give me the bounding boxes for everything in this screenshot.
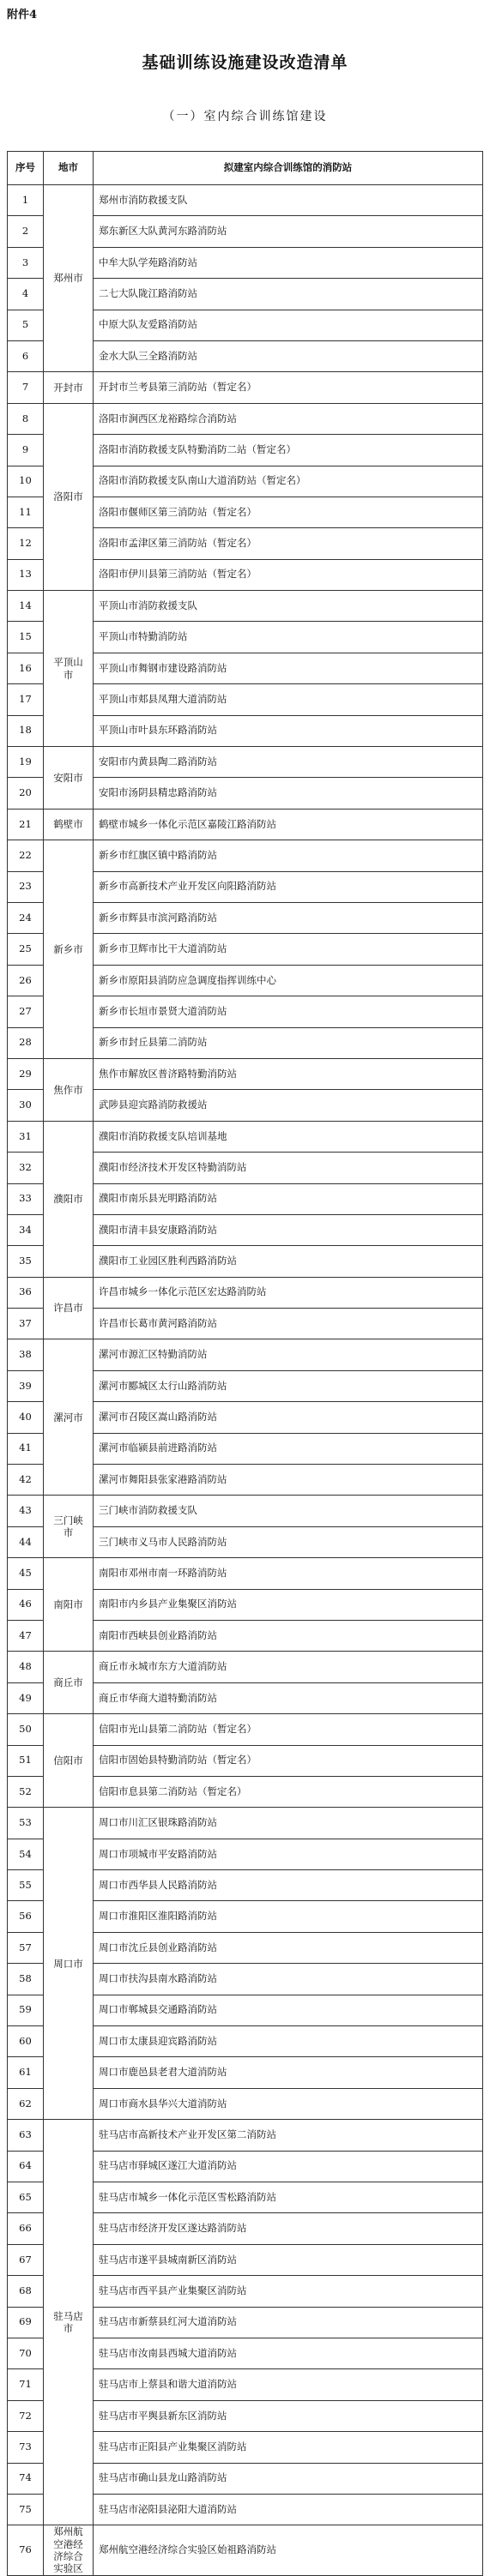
row-number: 13 [8, 559, 44, 590]
row-number: 30 [8, 1090, 44, 1121]
station-name: 漯河市临颍县前进路消防站 [94, 1433, 483, 1464]
table-row [8, 403, 483, 434]
table-row [8, 1277, 483, 1308]
row-number: 49 [8, 1682, 44, 1713]
row-number: 64 [8, 2151, 44, 2182]
station-name: 金水大队三全路消防站 [94, 340, 483, 371]
row-number: 52 [8, 1776, 44, 1807]
station-name: 驻马店市正阳县产业集聚区消防站 [94, 2432, 483, 2463]
station-name: 驻马店市平舆县新东区消防站 [94, 2400, 483, 2431]
station-name: 新乡市卫辉市比干大道消防站 [94, 934, 483, 965]
station-name: 驻马店市新蔡县红河大道消防站 [94, 2307, 483, 2338]
row-number: 23 [8, 871, 44, 902]
station-name: 平顶山市消防救援支队 [94, 591, 483, 622]
station-name: 武陟县迎宾路消防救援站 [94, 1090, 483, 1121]
row-number: 48 [8, 1652, 44, 1682]
row-number: 76 [8, 2525, 44, 2576]
station-name: 驻马店市城乡一体化示范区雪松路消防站 [94, 2182, 483, 2213]
row-number: 61 [8, 2057, 44, 2088]
attachment-label: 附件4 [7, 9, 38, 21]
table-row [8, 2525, 483, 2576]
row-number: 40 [8, 1402, 44, 1433]
row-number: 54 [8, 1839, 44, 1869]
station-name: 濮阳市消防救援支队培训基地 [94, 1121, 483, 1152]
row-number: 56 [8, 1901, 44, 1932]
row-number: 8 [8, 403, 44, 434]
station-name: 许昌市长葛市黄河路消防站 [94, 1309, 483, 1339]
row-number: 9 [8, 435, 44, 466]
city-cell: 濮阳市 [44, 1121, 94, 1277]
station-name: 洛阳市偃师区第三消防站（暂定名） [94, 497, 483, 527]
station-name: 新乡市长垣市景贤大道消防站 [94, 996, 483, 1027]
row-number: 35 [8, 1246, 44, 1277]
table-row [8, 747, 483, 778]
row-number: 38 [8, 1339, 44, 1370]
row-number: 75 [8, 2494, 44, 2525]
row-number: 66 [8, 2213, 44, 2244]
station-name: 周口市沈丘县创业路消防站 [94, 1932, 483, 1963]
table-row [8, 809, 483, 840]
station-name: 漯河市舞阳县张家港路消防站 [94, 1465, 483, 1496]
row-number: 41 [8, 1433, 44, 1464]
row-number: 70 [8, 2338, 44, 2368]
row-number: 71 [8, 2369, 44, 2400]
row-number: 53 [8, 1808, 44, 1839]
table-row [8, 1496, 483, 1526]
station-name: 商丘市华商大道特勤消防站 [94, 1682, 483, 1713]
city-cell: 平顶山市 [44, 591, 94, 747]
header-number: 序号 [8, 152, 44, 185]
table-row [8, 1808, 483, 1839]
station-name: 郑州市消防救援支队 [94, 185, 483, 216]
station-name: 三门峡市消防救援支队 [94, 1496, 483, 1526]
station-name: 鹤壁市城乡一体化示范区嘉陵江路消防站 [94, 809, 483, 840]
station-name: 周口市鹿邑县老君大道消防站 [94, 2057, 483, 2088]
row-number: 29 [8, 1058, 44, 1089]
city-cell: 郑州市 [44, 185, 94, 372]
station-name: 新乡市原阳县消防应急调度指挥训练中心 [94, 965, 483, 996]
table-row [8, 1652, 483, 1682]
row-number: 33 [8, 1183, 44, 1214]
table-row [8, 185, 483, 216]
station-name: 周口市郸城县交通路消防站 [94, 1995, 483, 2025]
row-number: 74 [8, 2463, 44, 2494]
city-cell: 驻马店市 [44, 2120, 94, 2525]
row-number: 51 [8, 1745, 44, 1776]
city-cell: 郑州航空港经济综合实验区 [44, 2525, 94, 2576]
row-number: 69 [8, 2307, 44, 2338]
station-name: 周口市西华县人民路消防站 [94, 1870, 483, 1901]
station-name: 驻马店市西平县产业集聚区消防站 [94, 2276, 483, 2307]
city-cell: 鹤壁市 [44, 809, 94, 840]
station-name: 驻马店市泌阳县泌阳大道消防站 [94, 2494, 483, 2525]
row-number: 34 [8, 1214, 44, 1245]
row-number: 21 [8, 809, 44, 840]
page-title: 基础训练设施建设改造清单 [142, 53, 348, 72]
station-name: 洛阳市伊川县第三消防站（暂定名） [94, 559, 483, 590]
row-number: 36 [8, 1277, 44, 1308]
row-number: 37 [8, 1309, 44, 1339]
row-number: 42 [8, 1465, 44, 1496]
station-name: 周口市项城市平安路消防站 [94, 1839, 483, 1869]
station-name: 焦作市解放区普济路特勤消防站 [94, 1058, 483, 1089]
station-name: 驻马店市确山县龙山路消防站 [94, 2463, 483, 2494]
station-name: 驻马店市遂平县城南新区消防站 [94, 2244, 483, 2275]
row-number: 24 [8, 902, 44, 933]
table-row [8, 1339, 483, 1370]
row-number: 57 [8, 1932, 44, 1963]
city-cell: 三门峡市 [44, 1496, 94, 1558]
row-number: 72 [8, 2400, 44, 2431]
table-row [8, 591, 483, 622]
station-name: 平顶山市叶县东环路消防站 [94, 715, 483, 746]
station-name: 新乡市辉县市滨河路消防站 [94, 902, 483, 933]
row-number: 67 [8, 2244, 44, 2275]
station-name: 信阳市固始县特勤消防站（暂定名） [94, 1745, 483, 1776]
row-number: 11 [8, 497, 44, 527]
row-number: 17 [8, 684, 44, 715]
station-name: 商丘市永城市东方大道消防站 [94, 1652, 483, 1682]
row-number: 60 [8, 2026, 44, 2057]
city-cell: 许昌市 [44, 1277, 94, 1339]
row-number: 25 [8, 934, 44, 965]
station-name: 驻马店市上蔡县和谐大道消防站 [94, 2369, 483, 2400]
row-number: 46 [8, 1589, 44, 1620]
station-name: 信阳市光山县第二消防站（暂定名） [94, 1714, 483, 1745]
row-number: 39 [8, 1370, 44, 1401]
table-row [8, 2120, 483, 2151]
station-table [7, 151, 483, 2576]
station-name: 平顶山市郏县凤翔大道消防站 [94, 684, 483, 715]
station-name: 洛阳市消防救援支队南山大道消防站（暂定名） [94, 466, 483, 497]
row-number: 18 [8, 715, 44, 746]
station-name: 中原大队友爱路消防站 [94, 310, 483, 340]
station-name: 南阳市西峡县创业路消防站 [94, 1620, 483, 1651]
table-row [8, 840, 483, 871]
row-number: 22 [8, 840, 44, 871]
station-name: 许昌市城乡一体化示范区宏达路消防站 [94, 1277, 483, 1308]
station-name: 南阳市邓州市南一环路消防站 [94, 1558, 483, 1589]
station-name: 驻马店市经济开发区遂达路消防站 [94, 2213, 483, 2244]
station-name: 驻马店市汝南县西城大道消防站 [94, 2338, 483, 2368]
station-name: 平顶山市特勤消防站 [94, 622, 483, 653]
station-name: 二七大队陇江路消防站 [94, 279, 483, 310]
station-name: 周口市川汇区银珠路消防站 [94, 1808, 483, 1839]
city-cell: 洛阳市 [44, 403, 94, 590]
station-name: 周口市太康县迎宾路消防站 [94, 2026, 483, 2057]
station-name: 信阳市息县第二消防站（暂定名） [94, 1776, 483, 1807]
table-row [8, 1058, 483, 1089]
station-name: 濮阳市工业园区胜利西路消防站 [94, 1246, 483, 1277]
city-cell: 安阳市 [44, 747, 94, 810]
city-cell: 开封市 [44, 372, 94, 403]
station-name: 洛阳市消防救援支队特勤消防二站（暂定名） [94, 435, 483, 466]
station-name: 漯河市郾城区太行山路消防站 [94, 1370, 483, 1401]
row-number: 2 [8, 216, 44, 247]
station-name: 洛阳市孟津区第三消防站（暂定名） [94, 528, 483, 559]
row-number: 55 [8, 1870, 44, 1901]
station-name: 郑州航空港经济综合实验区始祖路消防站 [94, 2525, 483, 2576]
row-number: 1 [8, 185, 44, 216]
row-number: 6 [8, 340, 44, 371]
station-name: 濮阳市清丰县安康路消防站 [94, 1214, 483, 1245]
row-number: 32 [8, 1153, 44, 1183]
station-name: 新乡市封丘县第二消防站 [94, 1027, 483, 1058]
row-number: 47 [8, 1620, 44, 1651]
station-name: 南阳市内乡县产业集聚区消防站 [94, 1589, 483, 1620]
row-number: 45 [8, 1558, 44, 1589]
city-cell: 南阳市 [44, 1558, 94, 1652]
row-number: 59 [8, 1995, 44, 2025]
station-name: 周口市淮阳区淮阳路消防站 [94, 1901, 483, 1932]
station-name: 周口市扶沟县南水路消防站 [94, 1964, 483, 1995]
city-cell: 新乡市 [44, 840, 94, 1059]
row-number: 4 [8, 279, 44, 310]
station-name: 新乡市高新技术产业开发区向阳路消防站 [94, 871, 483, 902]
section-subtitle: （一）室内综合训练馆建设 [162, 110, 328, 123]
station-name: 濮阳市经济技术开发区特勤消防站 [94, 1153, 483, 1183]
city-cell: 商丘市 [44, 1652, 94, 1714]
station-name: 濮阳市南乐县光明路消防站 [94, 1183, 483, 1214]
table-row [8, 372, 483, 403]
station-name: 新乡市红旗区镇中路消防站 [94, 840, 483, 871]
station-name: 郑东新区大队黄河东路消防站 [94, 216, 483, 247]
row-number: 73 [8, 2432, 44, 2463]
row-number: 44 [8, 1526, 44, 1557]
row-number: 3 [8, 247, 44, 278]
header-station: 拟建室内综合训练馆的消防站 [94, 152, 483, 185]
row-number: 63 [8, 2120, 44, 2151]
row-number: 58 [8, 1964, 44, 1995]
station-name: 安阳市汤阴县精忠路消防站 [94, 778, 483, 809]
row-number: 43 [8, 1496, 44, 1526]
table-row [8, 1121, 483, 1152]
station-name: 安阳市内黄县陶二路消防站 [94, 747, 483, 778]
row-number: 26 [8, 965, 44, 996]
row-number: 20 [8, 778, 44, 809]
station-name: 中牟大队学苑路消防站 [94, 247, 483, 278]
station-name: 漯河市源汇区特勤消防站 [94, 1339, 483, 1370]
city-cell: 焦作市 [44, 1058, 94, 1121]
header-city: 地市 [44, 152, 94, 185]
station-name: 平顶山市舞钢市建设路消防站 [94, 653, 483, 683]
row-number: 31 [8, 1121, 44, 1152]
row-number: 28 [8, 1027, 44, 1058]
row-number: 14 [8, 591, 44, 622]
city-cell: 信阳市 [44, 1714, 94, 1808]
station-name: 开封市兰考县第三消防站（暂定名） [94, 372, 483, 403]
city-cell: 周口市 [44, 1808, 94, 2120]
row-number: 27 [8, 996, 44, 1027]
row-number: 19 [8, 747, 44, 778]
row-number: 12 [8, 528, 44, 559]
table-row [8, 1558, 483, 1589]
city-cell: 漯河市 [44, 1339, 94, 1496]
row-number: 16 [8, 653, 44, 683]
row-number: 7 [8, 372, 44, 403]
station-name: 漯河市召陵区嵩山路消防站 [94, 1402, 483, 1433]
row-number: 65 [8, 2182, 44, 2213]
row-number: 10 [8, 466, 44, 497]
row-number: 15 [8, 622, 44, 653]
station-name: 洛阳市涧西区龙裕路综合消防站 [94, 403, 483, 434]
station-name: 驻马店市驿城区遂江大道消防站 [94, 2151, 483, 2182]
station-name: 周口市商水县华兴大道消防站 [94, 2088, 483, 2119]
row-number: 5 [8, 310, 44, 340]
station-name: 三门峡市义马市人民路消防站 [94, 1526, 483, 1557]
row-number: 62 [8, 2088, 44, 2119]
table-header-row [8, 152, 483, 185]
table-row [8, 1714, 483, 1745]
station-name: 驻马店市高新技术产业开发区第二消防站 [94, 2120, 483, 2151]
row-number: 68 [8, 2276, 44, 2307]
row-number: 50 [8, 1714, 44, 1745]
